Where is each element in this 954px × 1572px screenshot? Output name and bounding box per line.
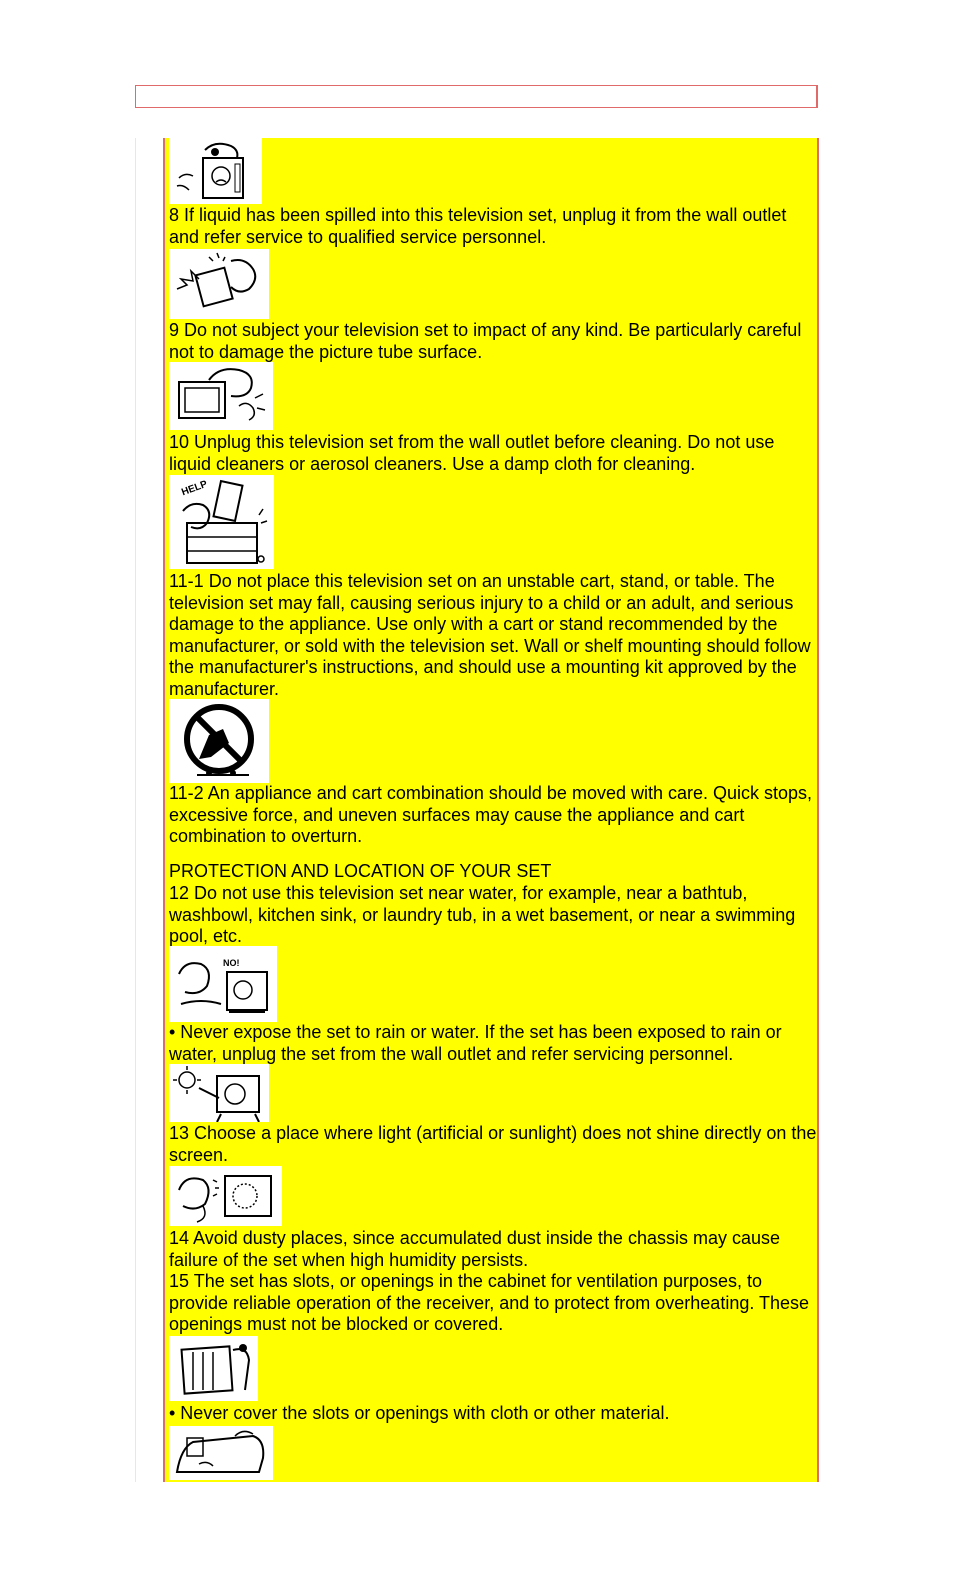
instruction-12 [169,883,817,948]
header-frame [135,85,818,108]
no-label: NO! [223,958,240,968]
instruction-9-text: 9 Do not subject your television set to impact of any kind. Be particularly careful not to damage the picture tube surface. [169,320,802,362]
instruction-11-1 [169,571,817,700]
cleaning-illustration [169,362,273,430]
liquid-spill-illustration [169,138,262,204]
impact-illustration [169,249,269,319]
instruction-11-2 [169,783,817,848]
help-label: HELP [180,478,209,499]
unstable-cart-illustration [169,475,274,569]
instruction-10 [169,432,817,475]
content-column [163,138,819,1482]
instruction-cover [169,1403,817,1425]
instruction-13 [169,1123,817,1166]
instruction-11-2-text: 11-2 An appliance and cart combination should be moved with care. Quick stops, excessive force, and uneven surfaces may cause the appliance and cart combination to overturn. [169,783,813,846]
dust-illustration [169,1166,282,1226]
section-heading-text: PROTECTION AND LOCATION OF YOUR SET [169,861,552,881]
instruction-15-text: 15 The set has slots, or openings in the cabinet for ventilation purposes, to provide reliable operation of the receiver, and to protect from overheating. These openings must not be blocked or covered. [169,1271,810,1334]
instruction-12-text: 12 Do not use this television set near water, for example, near a bathtub, washbowl, kitchen sink, or laundry tub, in a wet basement, or near a swimming pool, etc. [169,883,796,946]
instruction-13-text: 13 Choose a place where light (artificial or sunlight) does not shine directly on the screen. [169,1123,817,1165]
instruction-8-text: 8 If liquid has been spilled into this television set, unplug it from the wall outlet and refer service to qualified service personnel. [169,205,787,247]
instruction-cover-text: • Never cover the slots or openings with cloth or other material. [169,1403,670,1423]
ventilation-illustration [169,1336,258,1401]
instruction-14 [169,1228,817,1271]
page-margin-rule [135,138,136,1482]
instruction-14-text: 14 Avoid dusty places, since accumulated dust inside the chassis may cause failure of the set when high humidity persists. [169,1228,781,1270]
instruction-rain-text: • Never expose the set to rain or water. If the set has been exposed to rain or water, unplug the set from the wall outlet and refer servicing personnel. [169,1022,782,1064]
instruction-15 [169,1271,817,1336]
instruction-10-text: 10 Unplug this television set from the wall outlet before cleaning. Do not use liquid cleaners or aerosol cleaners. Use a damp cloth for cleaning. [169,432,775,474]
instruction-11-1-text: 11-1 Do not place this television set on an unstable cart, stand, or table. The television set may fall, causing serious injury to a child or an adult, and serious damage to the appliance. Use only with a cart or stand recommended by the manufacturer, or sold with the television set. Wall or shelf mounting should follow the manufacturer's instructions, and should use a mounting kit approved by the manufacturer. [169,571,811,699]
cart-warning-symbol [169,699,269,783]
instruction-9 [169,320,817,363]
covered-set-illustration [169,1426,273,1480]
instruction-8 [169,205,817,248]
instruction-rain [169,1022,817,1065]
water-hazard-illustration [169,946,277,1022]
section-heading [169,861,817,883]
sunlight-illustration [169,1064,269,1122]
